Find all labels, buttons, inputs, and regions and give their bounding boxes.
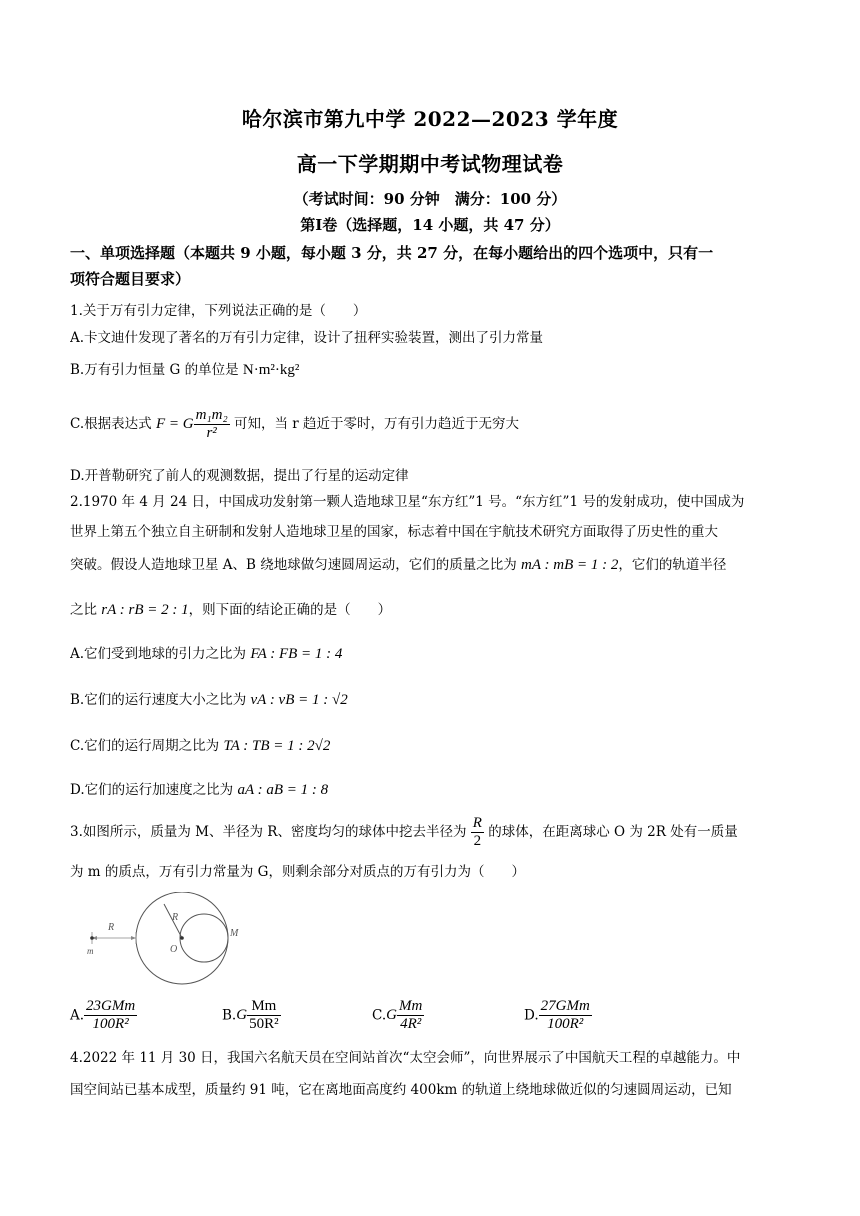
q2-option-b-formula: vA : vB = 1 : √2 [250,692,348,708]
q3-option-a-label: A. [70,1007,85,1024]
q1-option-c-formula-left: F = G [155,416,194,432]
q3-line1-post: 的球体，在距离球心 O 为 2R 处有一质量 [483,824,738,840]
part-title: 第Ⅰ卷（选择题，14 小题，共 47 分） [300,216,560,234]
q3-option-a-fraction [84,998,137,1033]
q3-label-o: O [170,944,178,955]
section-heading-line2: 项符合题目要求） [70,270,191,288]
q4-line2: 国空间站已基本成型，质量约 91 吨，它在离地面高度约 400km 的轨道上绕地球做近似的匀速圆周运动，已知 [70,1082,732,1098]
q2-option-d [70,778,795,799]
q3-option-b-label: B. [222,1007,237,1024]
q3-option-d [524,998,592,1033]
q2-line1: 2.1970 年 4 月 24 日，中国成功发射第一颗人造地球卫星“东方红”1 号。“东方红”1 号的发射成功，使中国成为 [70,494,745,510]
q1-option-d: D.开普勒研究了前人的观测数据，提出了行星的运动定律 [70,468,409,484]
q3-label-m: m [87,946,94,956]
q3-mass-point [90,936,94,940]
q3-option-d-numerator: 27GMm [540,998,590,1014]
q3-option-b [222,998,281,1033]
q3-r-half-fraction [471,815,484,850]
q2-option-d-formula: aA : aB = 1 : 8 [237,782,329,798]
q3-line1-pre: 3.如图所示，质量为 M、半径为 R、密度均匀的球体中挖去半径为 [70,824,471,840]
q2-mass-ratio: mA : mB = 1 : 2 [521,557,619,573]
q3-option-a-numerator: 23GMm [86,998,136,1014]
q2-option-a-formula: FA : FB = 1 : 4 [250,646,343,662]
q3-r-half-denominator: 2 [473,833,482,849]
q1-option-b-text: B.万有引力恒量 G 的单位是 [70,362,243,378]
q3-line1 [70,815,795,850]
q3-line2: 为 m 的质点，万有引力常量为 G，则剩余部分对质点的万有引力为（ ） [70,864,525,880]
q1-option-b-formula: N·m²·kg² [242,362,300,378]
q2-option-b [70,688,795,709]
q2-option-c-text: C.它们的运行周期之比为 [70,738,224,754]
q1-option-c-post: 可知，当 r 趋近于零时，万有引力趋近于无穷大 [229,416,519,432]
q2-option-a-text: A.它们受到地球的引力之比为 [70,646,251,662]
q3-sphere-diagram [80,892,250,992]
q3-option-a [70,998,137,1033]
q2-radius-ratio: rA : rB = 2 : 1 [101,602,189,618]
q2-line3-post: ，它们的轨道半径 [618,557,727,573]
exam-title-school: 哈尔滨市第九中学 2022—2023 学年度 [241,107,619,131]
section-heading-line1: 一、单项选择题（本题共 9 小题，每小题 3 分，共 27 分，在每小题给出的四个选项中，只有一 [70,244,714,262]
q2-option-b-text: B.它们的运行速度大小之比为 [70,692,251,708]
q3-option-c-label: C. [372,1007,387,1024]
q3-option-b-fraction [247,998,281,1033]
q3-center-dot [180,936,184,940]
q1-option-c-numerator: m₁m₂ [195,407,228,423]
q1-option-c-pre: C.根据表达式 [70,416,156,432]
q3-option-c [372,998,424,1033]
section-heading [70,240,795,292]
q3-arrow-right [131,936,136,940]
q1-option-a: A.卡文迪什发现了著名的万有引力定律，设计了扭秤实验装置，测出了引力常量 [70,330,544,346]
q3-option-b-numerator: Mm [247,998,281,1016]
q3-cavity-sphere [180,914,228,962]
q3-option-c-fraction [397,998,424,1033]
q2-option-d-text: D.它们的运行加速度之比为 [70,782,238,798]
q3-r-half-numerator: R [472,815,482,831]
q3-option-b-g: G [236,1007,248,1023]
q3-option-d-denominator: 100R² [547,1016,584,1032]
q2-line4 [70,598,795,619]
q1-option-c-denominator: r² [206,425,217,441]
exam-info: （考试时间：90 分钟 满分：100 分） [293,190,567,208]
q4-line1: 4.2022 年 11 月 30 日，我国六名航天员在空间站首次“太空会师”，向世界展示了中国航天工程的卓越能力。中 [70,1050,741,1066]
q1-option-c-fraction [194,407,230,442]
q2-option-c-formula: TA : TB = 1 : 2√2 [223,738,331,754]
q1-option-c [70,407,795,442]
exam-title-course: 高一下学期期中考试物理试卷 [296,152,564,176]
q2-option-a [70,642,795,663]
q3-option-d-fraction [539,998,592,1033]
q3-option-c-g: G [386,1007,397,1023]
q3-option-c-denominator: 4R² [400,1016,422,1032]
q3-option-d-label: D. [524,1007,539,1024]
q1-option-b [70,358,795,379]
q2-line3 [70,553,795,574]
q3-label-r-inner: R [172,912,179,923]
q2-line3-text: 突破。假设人造地球卫星 A、B 绕地球做匀速圆周运动，它们的质量之比为 [70,557,522,573]
q3-option-c-numerator: Mm [398,998,423,1014]
q3-label-r-left: R [108,922,115,933]
q3-option-b-denominator: 50R² [249,1016,279,1032]
q3-label-big-m: M [230,928,239,939]
q2-line4-post: ，则下面的结论正确的是（ ） [188,602,392,618]
q2-option-c [70,734,795,755]
q2-line2: 世界上第五个独立自主研制和发射人造地球卫星的国家，标志着中国在宇航技术研究方面取得了历史性的重大 [70,524,718,540]
q1-stem: 1.关于万有引力定律，下列说法正确的是（ ） [70,303,367,319]
q2-line4-pre: 之比 [70,602,102,618]
q3-option-a-denominator: 100R² [92,1016,129,1032]
